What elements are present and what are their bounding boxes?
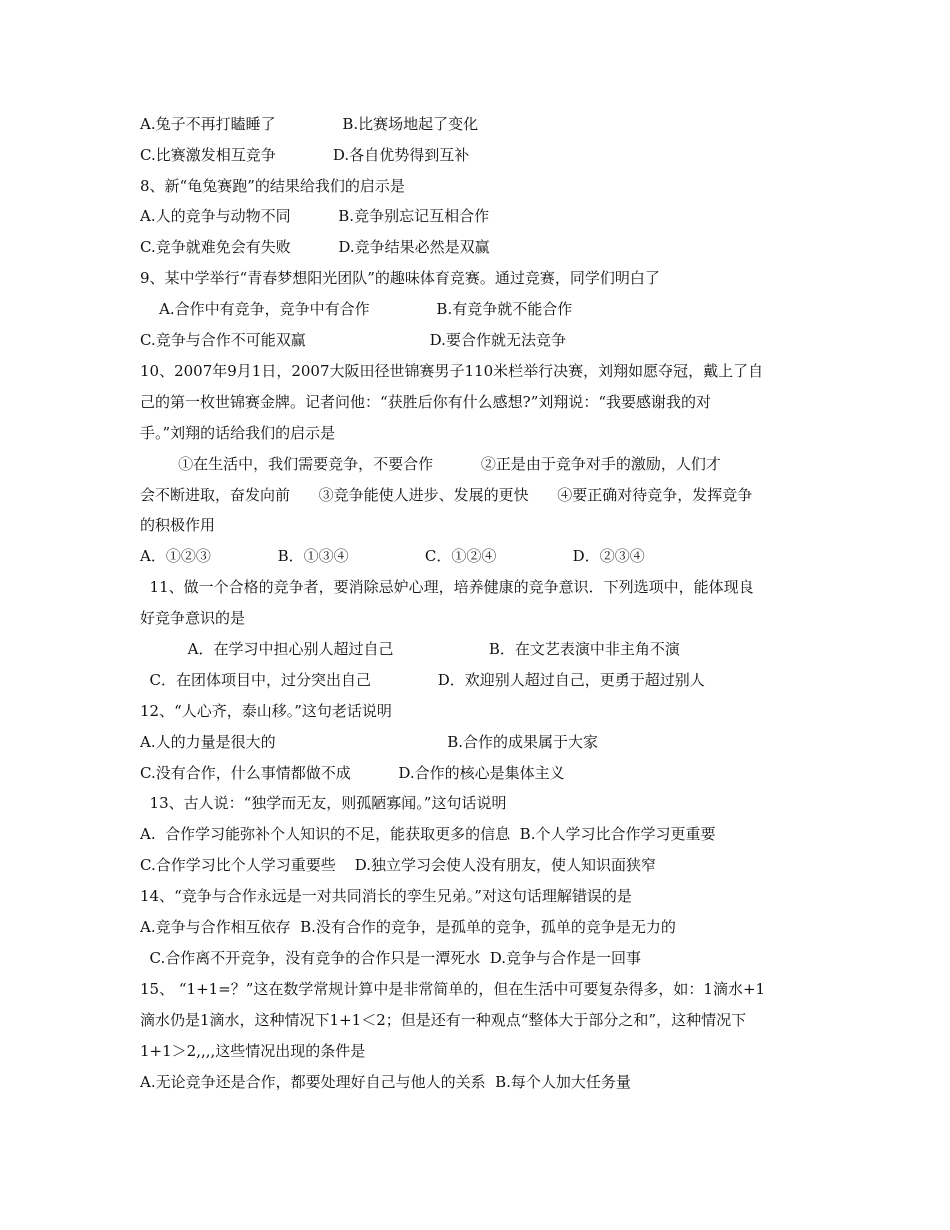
q11-stem-line1: 11、做一个合格的竞争者，要消除忌妒心理，培养健康的竞争意识．下列选项中，能体现良 xyxy=(140,578,754,596)
q15-stem-line2: 滴水仍是1滴水，这种情况下1+1＜2；但是还有一种观点“整体大于部分之和”，这种情况下 xyxy=(140,1011,747,1029)
q8-stem: 8、新“龟兔赛跑”的结果给我们的启示是 xyxy=(140,177,405,195)
q11-stem-line2: 好竞争意识的是 xyxy=(140,609,246,627)
q13-options-cd: C.合作学习比个人学习重要些 D.独立学习会使人没有朋友，使人知识面狭窄 xyxy=(140,856,657,874)
q12-options-ab: A.人的力量是很大的 B.合作的成果属于大家 xyxy=(140,733,599,751)
q14-options-cd: C.合作离不开竞争，没有竞争的合作只是一潭死水 D.竞争与合作是一回事 xyxy=(140,949,642,967)
q10-stem-line2: 己的第一枚世锦赛金牌。记者问他：“获胜后你有什么感想?”刘翔说：“我要感谢我的对 xyxy=(140,393,712,411)
q7-options-ab: A.兔子不再打瞌睡了 B.比赛场地起了变化 xyxy=(140,115,479,133)
q13-stem: 13、古人说：“独学而无友，则孤陋寡闻。”这句话说明 xyxy=(140,794,507,812)
q14-stem: 14、“竞争与合作永远是一对共同消长的孪生兄弟。”对这句话理解错误的是 xyxy=(140,887,632,905)
q13-options-ab: A. 合作学习能弥补个人知识的不足，能获取更多的信息 B.个人学习比合作学习更重要 xyxy=(140,825,716,843)
q8-options-cd: C.竞争就难免会有失败 D.竞争结果必然是双赢 xyxy=(140,238,490,256)
q10-statements-line1: ①在生活中，我们需要竞争，不要合作 ②正是由于竞争对手的激励，人们才 xyxy=(140,455,721,473)
q10-statements-line2: 会不断进取，奋发向前 ③竞争能使人进步、发展的更快 ④要正确对待竞争，发挥竞争 xyxy=(140,486,753,504)
q8-options-ab: A.人的竞争与动物不同 B.竞争别忘记互相合作 xyxy=(140,207,490,225)
q10-options: A．①②③ B．①③④ C．①②④ D．②③④ xyxy=(140,547,645,565)
q10-statements-line3: 的积极作用 xyxy=(140,516,216,534)
q10-stem-line3: 手。”刘翔的话给我们的启示是 xyxy=(140,424,336,442)
q14-options-ab: A.竞争与合作相互依存 B.没有合作的竞争，是孤单的竞争，孤单的竞争是无力的 xyxy=(140,918,676,936)
q9-options-ab: A.合作中有竞争，竞争中有合作 B.有竞争就不能合作 xyxy=(140,300,573,318)
q12-options-cd: C.没有合作，什么事情都做不成 D.合作的核心是集体主义 xyxy=(140,764,565,782)
q11-options-ab: A．在学习中担心别人超过自己 B．在文艺表演中非主角不演 xyxy=(140,640,680,658)
q15-options-ab: A.无论竞争还是合作，都要处理好自己与他人的关系 B.每个人加大任务量 xyxy=(140,1073,631,1091)
q9-options-cd: C.竞争与合作不可能双赢 D.要合作就无法竞争 xyxy=(140,331,566,349)
q7-options-cd: C.比赛激发相互竞争 D.各自优势得到互补 xyxy=(140,146,470,164)
q10-stem-line1: 10、2007年9月1日，2007大阪田径世锦赛男子110米栏举行决赛，刘翔如愿夺冠，戴上了自 xyxy=(140,362,764,380)
q15-stem-line1: 15、 “1+1=？”这在数学常规计算中是非常简单的，但在生活中可要复杂得多，如：1滴水+1 xyxy=(140,980,766,998)
q11-options-cd: C．在团体项目中，过分突出自己 D．欢迎别人超过自己，更勇于超过别人 xyxy=(140,671,705,689)
q12-stem: 12、“人心齐，泰山移。”这句老话说明 xyxy=(140,702,392,720)
q9-stem: 9、某中学举行“青春梦想阳光团队”的趣味体育竞赛。通过竞赛，同学们明白了 xyxy=(140,269,660,287)
q15-stem-line3: 1+1＞2,,,,这些情况出现的条件是 xyxy=(140,1042,366,1060)
